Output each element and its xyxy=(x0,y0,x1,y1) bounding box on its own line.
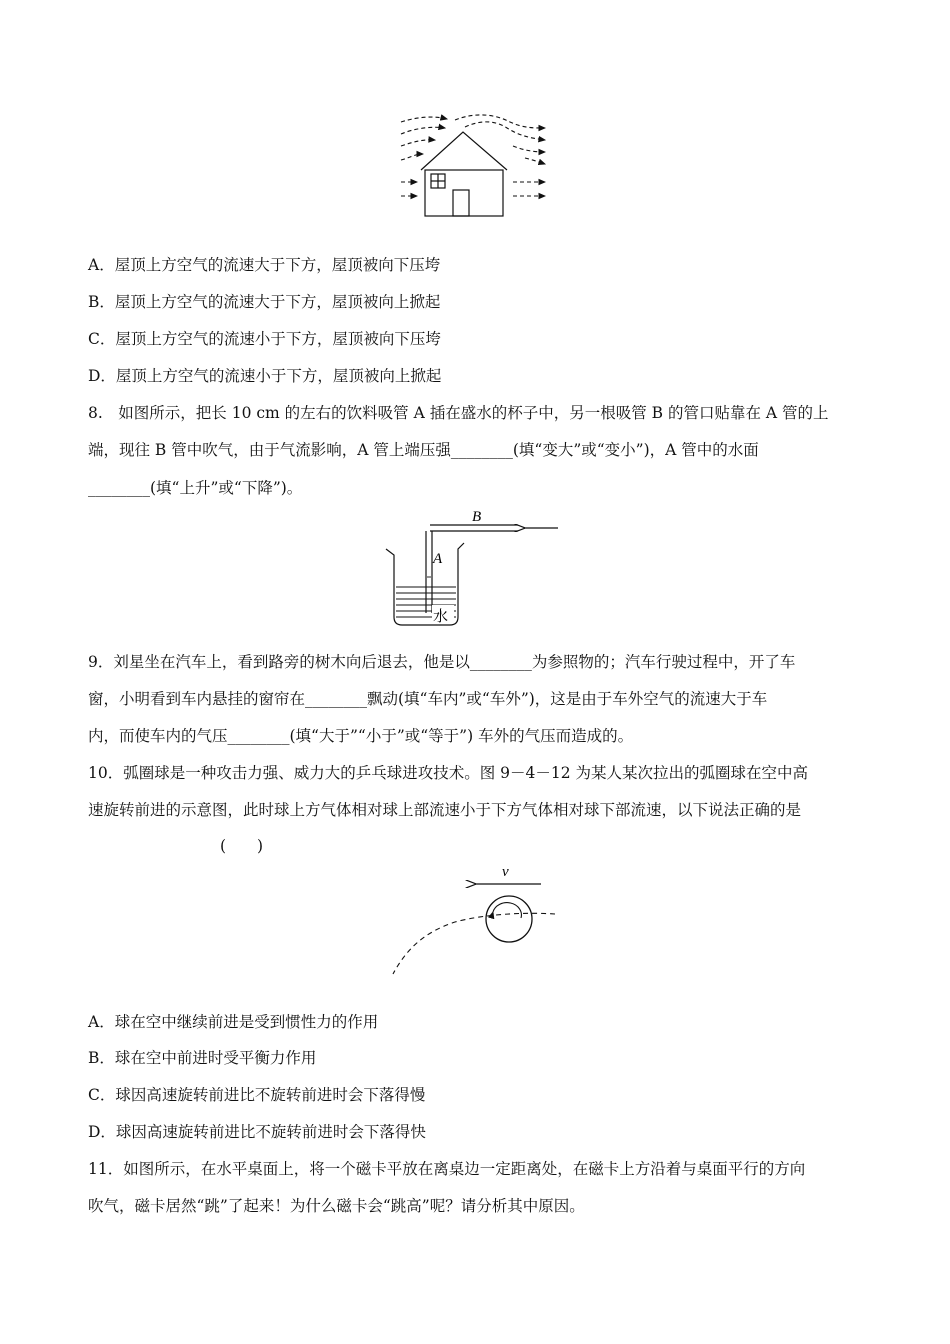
label-a: A xyxy=(433,551,443,567)
label-water: 水 xyxy=(433,607,449,625)
q7-option-b: B．屋顶上方空气的流速大于下方，屋顶被向上掀起 xyxy=(88,293,441,311)
q10-option-b: B．球在空中前进时受平衡力作用 xyxy=(88,1049,317,1067)
q10-option-a: A．球在空中继续前进是受到惯性力的作用 xyxy=(88,1013,379,1031)
q10-text-line-2: 速旋转前进的示意图，此时球上方气体相对球上部流速小于下方气体相对球下部流速，以下说法正确的是 xyxy=(88,801,802,819)
q8-text-line-2: 端，现往 B 管中吹气，由于气流影响，A 管上端压强________(填“变大”或“变小”)，A 管中的水面 xyxy=(88,441,759,459)
q7-option-c: C．屋顶上方空气的流速小于下方，屋顶被向下压垮 xyxy=(88,330,441,348)
q10-option-d: D．球因高速旋转前进比不旋转前进时会下落得快 xyxy=(88,1123,426,1141)
q7-option-a: A．屋顶上方空气的流速大于下方，屋顶被向下压垮 xyxy=(88,256,441,274)
q9-text-line-1: 9．刘星坐在汽车上，看到路旁的树木向后退去，他是以________为参照物的；汽车行驶过程中，开了车 xyxy=(88,653,796,671)
label-b: B xyxy=(472,509,482,525)
beaker-straw-figure xyxy=(380,505,580,633)
q11-text-line-1: 11．如图所示，在水平桌面上，将一个磁卡平放在离桌边一定距离处，在磁卡上方沿着与桌面平行的方向 xyxy=(88,1160,806,1178)
q9-text-line-2: 窗，小明看到车内悬挂的窗帘在________飘动(填“车内”或“车外”)，这是由于车外空气的流速大于车 xyxy=(88,690,768,708)
q10-answer-paren: ( ) xyxy=(220,837,264,855)
house-airflow-figure xyxy=(395,112,555,220)
q10-text-line-1: 10．弧圈球是一种攻击力强、威力大的乒乓球进攻技术。图 9－4－12 为某人某次拉出的弧圈球在空中高 xyxy=(88,764,809,782)
q8-text-line-3: ________(填“上升”或“下降”)。 xyxy=(88,479,303,497)
label-v: v xyxy=(502,864,509,880)
q9-text-line-3: 内，而使车内的气压________(填“大于”“小于”或“等于”) 车外的气压而造成的。 xyxy=(88,727,634,745)
q11-text-line-2: 吹气，磁卡居然“跳”了起来！为什么磁卡会“跳高”呢？请分析其中原因。 xyxy=(88,1197,585,1215)
spin-ball-figure xyxy=(385,862,565,980)
q10-option-c: C．球因高速旋转前进比不旋转前进时会下落得慢 xyxy=(88,1086,426,1104)
q7-option-d: D．屋顶上方空气的流速小于下方，屋顶被向上掀起 xyxy=(88,367,442,385)
q8-text-line-1: 8. 如图所示，把长 10 cm 的左右的饮料吸管 A 插在盛水的杯子中，另一根吸管 B 的管口贴靠在 A 管的上 xyxy=(88,404,829,422)
